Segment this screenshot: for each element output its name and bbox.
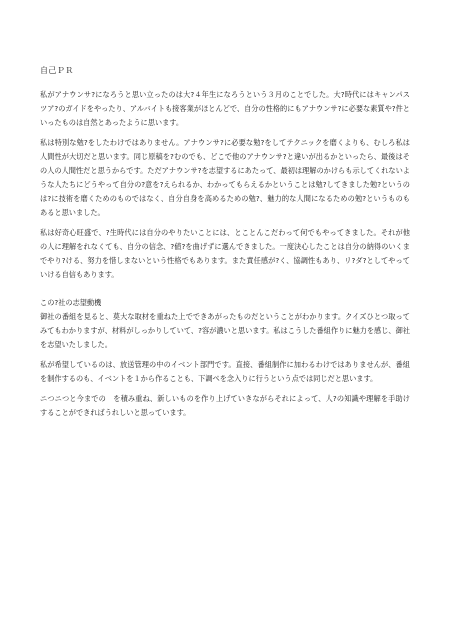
- paragraph-motivation: 御社の番組を見ると、莫大な取材を重ねた上でできあがったものだということがわかります。クイズひとつ取ってみてもわかりますが、材料がしっかりしていて、?容が濃いと思います。私はこうした番組作りに魅力を感じ、御社を志望いたしました。: [40, 312, 410, 349]
- document-title: 自己ＰＲ: [40, 66, 74, 75]
- section-title-motivation: この?社の志望動機: [40, 298, 102, 307]
- paragraph-study: 私は特別な勉?をしたわけではありません。アナウンサ?に必要な勉?をしてテクニックを磨くよりも、むしろ私は人間性が大切だと思います。同じ原稿を?むのでも、どこで他のアナウンサ?と違いが出るかといったら、最後はその人の人間性だと思うからです。ただアナウンサ?を志望するにあたって、最初は理解のかけらも示してくれないような人たちにどうやって自分の?意を?えられるか、わかってもらえるかということは勉?してきました勉?というのは?に技術を磨くためのものではなく、自分自身を高めるための勉?、魅力的な人間になるための勉?というものもあると思いました。: [40, 138, 410, 217]
- paragraph-intro: 私がアナウンサ?になろうと思い立ったのは大?４年生になろうという３月のことでした。大?時代にはキャンパスツア?のガイドをやったり、アルバイトも接客業がほとんどで、自分の性格的にもアナウンサ?に必要な素質や?件といったものは自然とあったように思います。: [40, 90, 410, 127]
- paragraph-personality: 私は好奇心旺盛で、?生時代には自分のやりたいことには、とことんこだわって何でもやってきました。それが他の人に理解をれなくても、自分の信念、?値?を曲げずに選んできました。一度決心したことは自分の納得のいくまでやり?ける、努力を惜しまないという性格でもあります。また責任感が?く、協調性もあり、リ?ダ?としてやっていける自信もあります。: [40, 228, 410, 279]
- paragraph-department: 私が希望しているのは、放送管理の中のイベント部門です。直接、番組制作に加わるわけではありませんが、番組を制作するのも、イベントを１から作ることも、下調べを念入りに行うという点では同じだと思います。: [40, 360, 410, 383]
- paragraph-closing: ニつニつと今までの を積み重ね、新しいものを作り上げていきながらそれによって、人?の知識や理解を手助けすることができればうれしいと思っています。: [40, 394, 410, 417]
